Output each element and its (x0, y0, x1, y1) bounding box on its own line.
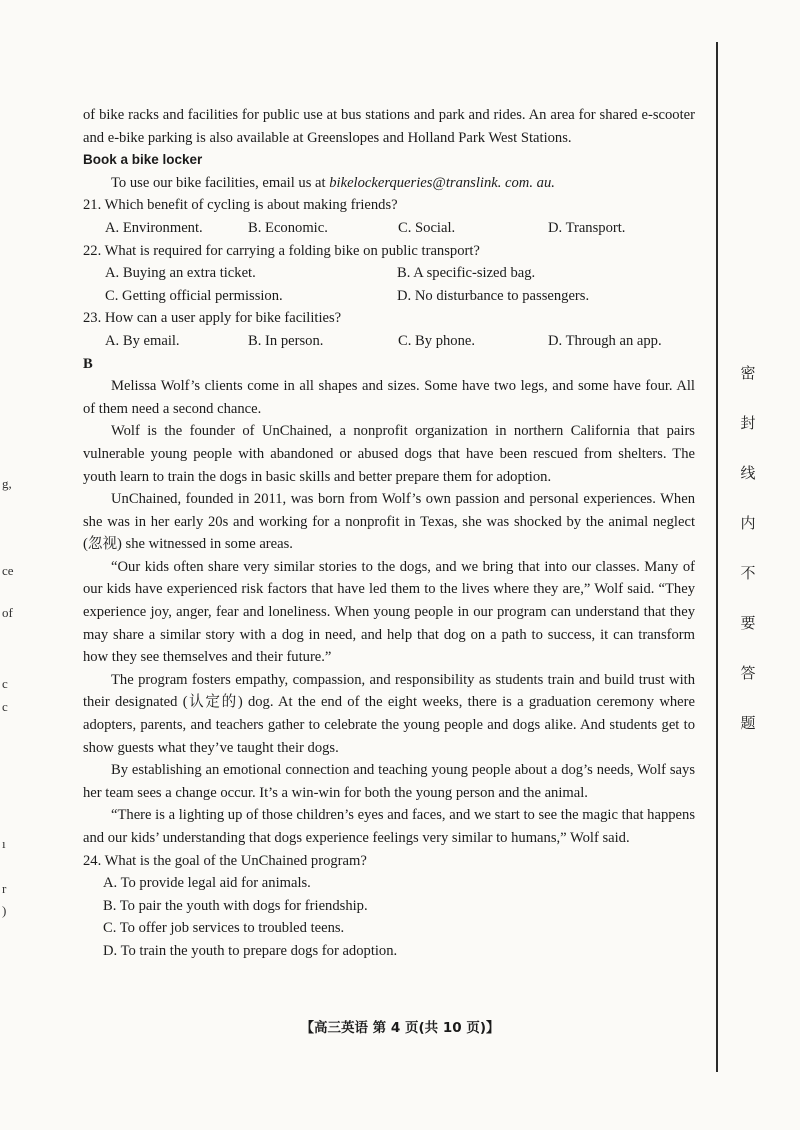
locker-text: To use our bike facilities, email us at (111, 174, 330, 191)
seal-char: 题 (740, 714, 756, 732)
seal-char: 答 (740, 664, 756, 682)
option-a: A. To provide legal aid for animals. (103, 875, 311, 892)
locker-instruction (83, 172, 695, 195)
left-edge-fragment: c (2, 676, 8, 691)
option-b: B. To pair the youth with dogs for friendship. (103, 897, 368, 914)
passage-b-paragraph: “There is a lighting up of those children’s eyes and faces, and we start to see the magic that happens and our kids’ understanding that dogs experience feelings very similar to humans,” Wolf said. (83, 807, 695, 846)
question-22-options-row1 (83, 262, 695, 285)
seal-char: 要 (740, 614, 756, 632)
passage-b-paragraph: “Our kids often share very similar stories to the dogs, and we bring that into our classes. Many of our kids have experienced risk factors that have led them to the lives where they are,” Wolf said. “They experience joy, anger, fear and loneliness. When young people in our program can understand that they may share a similar story with a dog in need, and help that dog on a path to success, it can transform how they see themselves and their future.” (83, 558, 695, 666)
option-d: D. No disturbance to passengers. (397, 287, 590, 304)
left-edge-fragment: g, (2, 476, 12, 491)
passage-b-paragraph: Melissa Wolf’s clients come in all shapes and sizes. Some have two legs, and some have four. All of them need a second chance. (83, 378, 695, 417)
passage-b-paragraph: UnChained, founded in 2011, was born from Wolf’s own passion and personal experiences. When she was in her early 20s and working for a nonprofit in Texas, she was shocked by the animal neglect (忽视) she witnessed in some areas. (83, 491, 695, 553)
question-24: 24. What is the goal of the UnChained program? (83, 852, 367, 869)
option-d: D. Transport. (548, 219, 626, 236)
left-edge-fragment: r (2, 881, 7, 896)
option-c: C. By phone. (398, 332, 476, 349)
option-b: B. In person. (248, 332, 324, 349)
passage-a-tail: of bike racks and facilities for public use at bus stations and park and rides. An area for shared e-scooter and e-bike parking is also available at Greenslopes and Holland Park West Stations. (83, 107, 695, 146)
question-22: 22. What is required for carrying a folding bike on public transport? (83, 242, 480, 259)
option-a: A. Environment. (105, 219, 203, 236)
seal-char: 密 (740, 364, 756, 382)
option-d: D. Through an app. (548, 332, 662, 349)
seal-char: 封 (740, 414, 756, 432)
left-edge-fragment: ) (2, 903, 7, 918)
page-footer: 【高三英语 第 4 页(共 10 页)】 (300, 1020, 500, 1036)
question-22-options-row2 (83, 285, 695, 308)
question-23: 23. How can a user apply for bike facilities? (83, 310, 342, 327)
binding-margin-line (716, 42, 718, 1072)
left-edge-fragment: ce (2, 563, 14, 578)
section-b-label: B (83, 355, 93, 372)
left-edge-fragment: ı (2, 836, 6, 851)
option-c: C. To offer job services to troubled teens. (103, 920, 345, 937)
option-b: B. Economic. (248, 219, 328, 236)
option-d: D. To train the youth to prepare dogs for adoption. (103, 942, 398, 959)
page-content (83, 104, 695, 963)
option-a: A. Buying an extra ticket. (105, 265, 256, 282)
locker-email: bikelockerqueries@translink. com. au. (329, 174, 555, 191)
question-23-options (83, 330, 695, 353)
seal-char: 线 (740, 464, 756, 482)
seal-char: 内 (740, 514, 756, 532)
passage-b-paragraph: Wolf is the founder of UnChained, a nonprofit organization in northern California that pairs vulnerable young people with abandoned or abused dogs that have been rescued from shelters. The youth learn to train the dogs in basic skills and better prepare them for adoption. (83, 423, 695, 485)
seal-char: 不 (740, 564, 756, 582)
left-edge-fragment: of (2, 605, 13, 620)
question-21-options (83, 217, 695, 240)
subheading-book-locker: Book a bike locker (83, 152, 203, 168)
passage-b-paragraph: The program fosters empathy, compassion, and responsibility as students train and build trust with their designated (认定的) dog. At the end of the eight weeks, there is a graduation ceremony where adopters, parents, and teachers gather to celebrate the young people and dogs alike. And students get to show guests what they’ve taught their dogs. (83, 671, 695, 756)
option-c: C. Social. (398, 219, 456, 236)
option-c: C. Getting official permission. (105, 287, 283, 304)
option-b: B. A specific-sized bag. (397, 265, 536, 282)
question-21: 21. Which benefit of cycling is about making friends? (83, 197, 398, 214)
passage-b-paragraph: By establishing an emotional connection and teaching young people about a dog’s needs, Wolf says her team sees a change occur. It’s a win-win for both the young person and the animal. (83, 762, 695, 801)
left-edge-fragment: c (2, 699, 8, 714)
option-a: A. By email. (105, 332, 180, 349)
